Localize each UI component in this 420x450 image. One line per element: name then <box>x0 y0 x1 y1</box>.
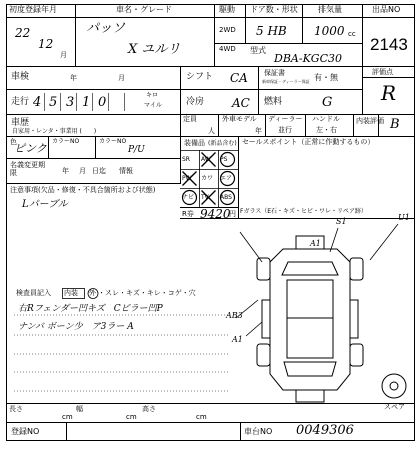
equipment-item: AW <box>201 155 211 163</box>
reg-no-label: 登録NO <box>11 427 40 436</box>
chassis-no-value: 0049306 <box>296 423 354 438</box>
ownership-day-label: 日迄 <box>92 167 106 175</box>
mileage-digit-2: 5 <box>49 95 58 110</box>
history-options: 自家用・レンタ・事業用 ( ) <box>12 128 97 135</box>
inspector-opt-interior: 内装 <box>64 289 78 297</box>
equipment-item: SR <box>182 155 190 163</box>
drive-2wd: 2WD <box>219 26 236 34</box>
inspector-opt-exterior: 外 <box>89 289 96 297</box>
listing-no-value: 2143 <box>370 35 408 54</box>
first-reg-label: 初度登録年月 <box>9 5 57 14</box>
recycle-unit: 円 <box>229 210 236 218</box>
length-unit: cm <box>62 413 73 421</box>
handle-label: ハンドル <box>312 115 340 123</box>
inspection-month-label: 月 <box>118 74 125 82</box>
ac-label: 冷房 <box>186 97 205 107</box>
mileage-unit-km: キロ <box>146 92 159 99</box>
type-label: 型式 <box>250 46 266 55</box>
inspector-options: ・スレ・キズ・キレ・コゲ・穴 <box>98 289 196 297</box>
height-label: 高さ <box>142 405 156 413</box>
rating-label: 評価点 <box>372 68 393 76</box>
first-reg-month-unit: 月 <box>60 51 67 59</box>
mark-corner-u1: U1 <box>398 213 410 222</box>
shift-value: CA <box>230 71 248 85</box>
color-value: ピンク <box>14 142 47 155</box>
model-code: DBA-KGC30 <box>274 52 342 65</box>
car-name-label: 車名・グレード <box>116 5 172 14</box>
warranty-label: 保証書 <box>264 69 285 77</box>
length-label: 長さ <box>9 405 23 413</box>
first-reg-year: 22 <box>15 26 31 40</box>
sales-point-label: セールスポイント（正常に作動するもの） <box>242 138 375 146</box>
rating-value: R <box>381 81 397 105</box>
dealer-label: ディーラー <box>268 115 303 123</box>
recycle-value: 9420 <box>200 207 231 221</box>
drive-label: 駆動 <box>219 5 235 14</box>
equipment-label-sub: (新品含む) <box>208 140 237 147</box>
mark-right-a1: A1 <box>232 335 243 344</box>
color-code-label: カラーNO <box>52 138 80 145</box>
capacity-label: 定員 <box>183 115 197 123</box>
dealer-value: 並行 <box>278 126 292 134</box>
mileage-digit-5: 0 <box>98 95 107 110</box>
first-reg-month: 12 <box>38 37 54 51</box>
equipment-item: ABS <box>220 193 232 201</box>
notes-value: Lパーブル <box>22 199 68 210</box>
color-label: 色 <box>10 138 17 146</box>
inspector-line-2: ナンバ ボーン少 ア3ラー A <box>18 322 134 332</box>
shift-label: シフト <box>186 72 214 82</box>
chassis-no-label: 車台NO <box>244 427 273 436</box>
mark-right-ab3: AB3 <box>226 311 243 320</box>
mileage-unit-mile: マイル <box>144 102 162 109</box>
color-code-value: P/U <box>128 145 145 155</box>
model-year-unit: 年 <box>255 127 262 135</box>
inspection-label: 車検 <box>11 72 30 82</box>
drive-4wd: 4WD <box>219 45 236 53</box>
ownership-info-label: 情報 <box>119 167 133 175</box>
condition-legend: Fガラス（E石・キズ・ヒビ・ワレ・リペア跡） <box>240 208 367 215</box>
mileage-digit-1: 4 <box>33 95 42 110</box>
interior-value: B <box>390 117 400 132</box>
listing-no-label: 出品NO <box>372 5 401 14</box>
height-unit: cm <box>196 413 207 421</box>
doors-label: ドア数・形状 <box>250 5 298 14</box>
spare-label: スペア <box>384 403 405 411</box>
equipment-item: カワ <box>201 174 214 182</box>
inspection-year-label: 年 <box>70 74 77 82</box>
displacement-label: 排気量 <box>318 5 342 14</box>
cc-unit: cc <box>348 30 356 38</box>
warranty-sub: 新車保証・ディーラー保証 <box>262 79 310 84</box>
displacement-value: 1000 <box>314 24 345 38</box>
width-unit: cm <box>126 413 137 421</box>
fuel-label: 燃料 <box>264 97 283 107</box>
equipment-item: PW <box>182 174 192 182</box>
ownership-year-label: 年 <box>62 167 69 175</box>
equipment-item: PS <box>220 155 228 163</box>
capacity-unit: 人 <box>208 127 215 135</box>
inspector-line-1: 右Rフェンダー凹キズ Cピラー凹P <box>18 304 163 314</box>
mark-front-a1: A1 <box>310 239 321 248</box>
ac-value: AC <box>232 96 250 110</box>
model-year-label: 外車モデル <box>222 115 257 123</box>
mileage-label: 走行 <box>11 97 30 107</box>
ownership-label: 名義変更期限 <box>10 161 45 177</box>
notes-label: 注意事項(欠品・修復・不具合箇所および状態) <box>10 186 156 194</box>
doors-value: 5 HB <box>256 24 287 38</box>
mileage-digit-3: 3 <box>66 95 75 110</box>
equipment-label: 装備品 <box>184 139 205 147</box>
equipment-item: エア <box>220 174 233 182</box>
fuel-value: G <box>322 95 333 110</box>
recycle-label: R券 <box>182 210 194 218</box>
history-label: 車歴 <box>11 118 30 128</box>
ownership-month-label: 月 <box>79 167 86 175</box>
grade: X ユルリ <box>128 42 181 57</box>
interior-label: 内装評価 <box>356 117 384 125</box>
model-name: パッソ <box>86 21 126 36</box>
handle-value: 左・右 <box>316 126 337 134</box>
equipment-item: ナビ <box>182 193 195 201</box>
warranty-options: 有・無 <box>314 73 338 82</box>
mark-top-s1: S1 <box>336 217 347 226</box>
mileage-digit-4: 1 <box>82 95 91 110</box>
width-label: 幅 <box>76 405 83 413</box>
equipment-item: TV <box>201 193 209 201</box>
color-no-label: カラーNO <box>99 138 127 145</box>
inspector-label: 検査員記入 <box>16 289 51 297</box>
